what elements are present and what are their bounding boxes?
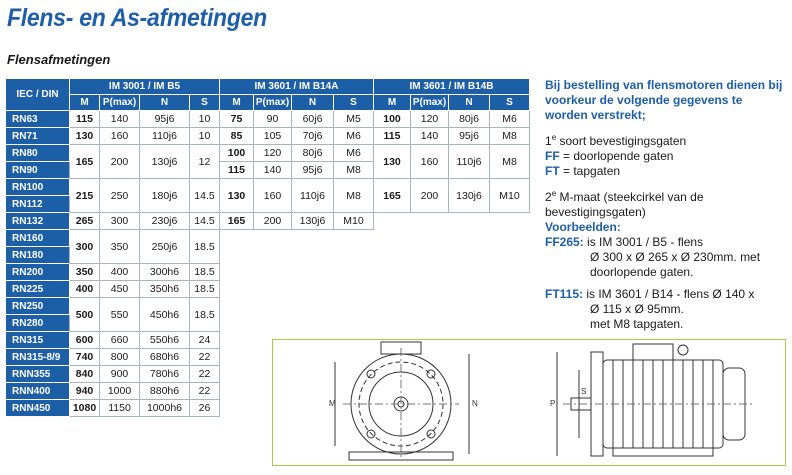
iec-cell: RN315-8/9 xyxy=(6,349,70,366)
b14b-s-cell: M8 xyxy=(490,128,530,145)
b14a-n-cell: 95j6 xyxy=(292,162,334,179)
info-item-2-num: 2 xyxy=(545,190,552,204)
b14a-p-cell: 105 xyxy=(254,128,292,145)
iec-cell: RN225 xyxy=(6,281,70,298)
iec-din-header: IEC / DIN xyxy=(6,79,70,111)
b5-s-cell: 10 xyxy=(190,111,220,128)
b5-s-cell: 24 xyxy=(190,332,220,349)
table-row xyxy=(6,230,530,247)
col-header-b14a-p: P(max) xyxy=(254,95,292,111)
iec-cell: RN63 xyxy=(6,111,70,128)
b14b-n-cell: 95j6 xyxy=(449,128,490,145)
b5-s-cell: 12 xyxy=(190,145,220,179)
table-row xyxy=(6,128,530,145)
col-header-b14a-m: M xyxy=(220,95,254,111)
iec-cell: RN280 xyxy=(6,315,70,332)
info-example-2 xyxy=(545,287,785,302)
iec-cell: RNN400 xyxy=(6,383,70,400)
info-example-1-line2: Ø 300 x Ø 265 x Ø 230mm. met xyxy=(590,250,761,264)
b5-m-cell: 740 xyxy=(70,349,100,366)
b5-s-cell: 18.5 xyxy=(190,298,220,332)
page-title: Flens- en As-afmetingen xyxy=(7,4,267,32)
b14a-m-cell: 115 xyxy=(220,162,254,179)
b14b-n-cell: 80j6 xyxy=(449,111,490,128)
b5-m-cell: 265 xyxy=(70,213,100,230)
b5-p-cell: 1150 xyxy=(100,400,140,417)
b14a-m-cell: 100 xyxy=(220,145,254,162)
b14a-s-cell: M6 xyxy=(334,145,374,162)
b5-m-cell: 940 xyxy=(70,383,100,400)
bolt-hole xyxy=(427,370,435,378)
b14a-n-cell: 130j6 xyxy=(292,213,334,230)
empty-cell xyxy=(374,213,530,230)
b14a-p-cell: 160 xyxy=(254,179,292,213)
label-m: M xyxy=(329,399,336,408)
empty-cell xyxy=(220,264,530,281)
b14b-m-cell: 115 xyxy=(374,128,411,145)
iec-cell: RN160 xyxy=(6,230,70,247)
b14a-p-cell: 90 xyxy=(254,111,292,128)
label-n: N xyxy=(472,399,478,408)
iec-cell: RN200 xyxy=(6,264,70,281)
b14a-p-cell: 200 xyxy=(254,213,292,230)
info-item-1 xyxy=(545,130,785,149)
b5-s-cell: 10 xyxy=(190,128,220,145)
b5-n-cell: 180j6 xyxy=(140,179,190,213)
info-example-1-label: FF265: xyxy=(545,235,584,249)
b5-n-cell: 95j6 xyxy=(140,111,190,128)
info-examples-label: Voorbeelden: xyxy=(545,220,621,234)
col-header-b14b-p: P(max) xyxy=(411,95,449,111)
b14b-s-cell: M10 xyxy=(490,179,530,213)
iec-cell: RN250 xyxy=(6,298,70,315)
info-item-1-num: 1 xyxy=(545,134,552,148)
b5-p-cell: 200 xyxy=(100,145,140,179)
side-feet xyxy=(613,448,713,456)
b14a-n-cell: 110j6 xyxy=(292,179,334,213)
empty-cell xyxy=(220,315,530,332)
b5-m-cell: 1080 xyxy=(70,400,100,417)
b5-n-cell: 550h6 xyxy=(140,332,190,349)
empty-cell xyxy=(220,230,530,247)
col-header-b5-n: N xyxy=(140,95,190,111)
b5-p-cell: 450 xyxy=(100,281,140,298)
b5-s-cell: 22 xyxy=(190,349,220,366)
b5-m-cell: 840 xyxy=(70,366,100,383)
lifting-eye xyxy=(678,345,688,355)
b5-m-cell: 215 xyxy=(70,179,100,213)
info-example-2-line3: met M8 tapgaten. xyxy=(590,317,684,331)
table-row xyxy=(6,264,530,281)
b14a-s-cell: M8 xyxy=(334,179,374,213)
info-example-1-line1: is IM 3001 / B5 - flens xyxy=(583,235,704,249)
b14b-n-cell: 110j6 xyxy=(449,145,490,179)
col-header-b14b-m: M xyxy=(374,95,411,111)
iec-cell: RNN355 xyxy=(6,366,70,383)
b5-m-cell: 130 xyxy=(70,128,100,145)
b14b-m-cell: 165 xyxy=(374,179,411,213)
motor-flange-drawing xyxy=(272,339,786,466)
info-example-2-line2: Ø 115 x Ø 95mm. xyxy=(590,302,684,316)
info-ff xyxy=(545,149,785,164)
b14b-p-cell: 200 xyxy=(411,179,449,213)
info-ft-text: = tapgaten xyxy=(559,164,621,178)
iec-cell: RN100 xyxy=(6,179,70,196)
b14a-p-cell: 140 xyxy=(254,162,292,179)
b5-p-cell: 550 xyxy=(100,298,140,332)
table-row xyxy=(6,179,530,196)
b5-m-cell: 115 xyxy=(70,111,100,128)
b5-m-cell: 300 xyxy=(70,230,100,264)
b5-p-cell: 140 xyxy=(100,111,140,128)
table-row xyxy=(6,111,530,128)
b5-p-cell: 800 xyxy=(100,349,140,366)
b14a-m-cell: 85 xyxy=(220,128,254,145)
info-item-2-text: M-maat (steekcirkel van de bevestigingsgaten) xyxy=(545,190,704,219)
b14a-n-cell: 80j6 xyxy=(292,145,334,162)
b14a-p-cell: 120 xyxy=(254,145,292,162)
b5-p-cell: 300 xyxy=(100,213,140,230)
b5-p-cell: 160 xyxy=(100,128,140,145)
b5-p-cell: 1000 xyxy=(100,383,140,400)
b5-n-cell: 680h6 xyxy=(140,349,190,366)
section-subtitle: Flensafmetingen xyxy=(7,52,111,67)
b14b-m-cell: 100 xyxy=(374,111,411,128)
table-row xyxy=(6,298,530,315)
group-header-b14b: IM 3601 / IM B14B xyxy=(374,79,530,95)
b14b-m-cell: 130 xyxy=(374,145,411,179)
b5-p-cell: 400 xyxy=(100,264,140,281)
b5-n-cell: 230j6 xyxy=(140,213,190,230)
info-ff-label: FF xyxy=(545,149,560,163)
b14a-m-cell: 165 xyxy=(220,213,254,230)
b5-s-cell: 18.5 xyxy=(190,230,220,264)
b5-m-cell: 165 xyxy=(70,145,100,179)
b5-n-cell: 780h6 xyxy=(140,366,190,383)
col-header-b14b-s: S xyxy=(490,95,530,111)
info-item-1-text: soort bevestigingsgaten xyxy=(556,134,687,148)
b5-s-cell: 14.5 xyxy=(190,213,220,230)
b5-n-cell: 880h6 xyxy=(140,383,190,400)
col-header-b14a-n: N xyxy=(292,95,334,111)
b14b-s-cell: M6 xyxy=(490,111,530,128)
table-row xyxy=(6,145,530,162)
col-header-b5-s: S xyxy=(190,95,220,111)
b5-n-cell: 1000h6 xyxy=(140,400,190,417)
b14b-p-cell: 160 xyxy=(411,145,449,179)
b14a-s-cell: M10 xyxy=(334,213,374,230)
label-s: S xyxy=(581,387,587,396)
col-header-b5-m: M xyxy=(70,95,100,111)
b5-s-cell: 22 xyxy=(190,366,220,383)
b5-s-cell: 22 xyxy=(190,383,220,400)
iec-cell: RN71 xyxy=(6,128,70,145)
b5-s-cell: 18.5 xyxy=(190,264,220,281)
b14a-s-cell: M8 xyxy=(334,162,374,179)
group-header-b14a: IM 3601 / IM B14A xyxy=(220,79,374,95)
b5-n-cell: 300h6 xyxy=(140,264,190,281)
b5-p-cell: 660 xyxy=(100,332,140,349)
b14b-s-cell: M8 xyxy=(490,145,530,179)
empty-cell xyxy=(220,281,530,298)
b14b-p-cell: 120 xyxy=(411,111,449,128)
motor-technical-drawing xyxy=(273,340,785,465)
b14a-n-cell: 70j6 xyxy=(292,128,334,145)
b5-s-cell: 26 xyxy=(190,400,220,417)
b5-s-cell: 18.5 xyxy=(190,281,220,298)
info-intro: Bij bestelling van flensmotoren dienen bij voorkeur de volgende gegevens te worden verstrekt; xyxy=(545,78,783,122)
side-terminal-box xyxy=(633,344,673,360)
b5-m-cell: 500 xyxy=(70,298,100,332)
info-example-2-line1: is IM 3601 / B14 - flens Ø 140 x xyxy=(583,287,755,301)
b14a-m-cell: 130 xyxy=(220,179,254,213)
iec-cell: RN132 xyxy=(6,213,70,230)
b14a-s-cell: M6 xyxy=(334,128,374,145)
b14a-n-cell: 60j6 xyxy=(292,111,334,128)
info-example-1 xyxy=(545,235,785,250)
b5-m-cell: 600 xyxy=(70,332,100,349)
table-row xyxy=(6,213,530,230)
col-header-b14a-s: S xyxy=(334,95,374,111)
b14b-n-cell: 130j6 xyxy=(449,179,490,213)
col-header-b5-p: P(max) xyxy=(100,95,140,111)
b5-n-cell: 350h6 xyxy=(140,281,190,298)
b5-n-cell: 130j6 xyxy=(140,145,190,179)
info-ff-text: = doorlopende gaten xyxy=(559,149,674,163)
b14a-s-cell: M5 xyxy=(334,111,374,128)
info-example-1-line3: doorlopende gaten. xyxy=(590,265,694,279)
info-item-2-sup: e xyxy=(551,189,557,198)
ordering-info xyxy=(545,78,785,332)
b5-m-cell: 400 xyxy=(70,281,100,298)
label-p: P xyxy=(550,399,556,408)
b5-m-cell: 350 xyxy=(70,264,100,281)
info-item-1-sup: e xyxy=(551,133,557,142)
b14a-m-cell: 75 xyxy=(220,111,254,128)
iec-cell: RN112 xyxy=(6,196,70,213)
b5-n-cell: 110j6 xyxy=(140,128,190,145)
iec-cell: RN90 xyxy=(6,162,70,179)
b5-p-cell: 900 xyxy=(100,366,140,383)
col-header-b14b-n: N xyxy=(449,95,490,111)
iec-cell: RN80 xyxy=(6,145,70,162)
b5-n-cell: 450h6 xyxy=(140,298,190,332)
b5-p-cell: 350 xyxy=(100,230,140,264)
b5-p-cell: 250 xyxy=(100,179,140,213)
b14b-p-cell: 140 xyxy=(411,128,449,145)
b5-s-cell: 14.5 xyxy=(190,179,220,213)
iec-cell: RN315 xyxy=(6,332,70,349)
info-ft-label: FT xyxy=(545,164,560,178)
empty-cell xyxy=(220,247,530,264)
info-example-2-label: FT115: xyxy=(545,287,584,301)
info-ft xyxy=(545,164,785,179)
b5-n-cell: 250j6 xyxy=(140,230,190,264)
empty-cell xyxy=(220,298,530,315)
iec-cell: RNN450 xyxy=(6,400,70,417)
table-row xyxy=(6,281,530,298)
iec-cell: RN180 xyxy=(6,247,70,264)
info-item-2 xyxy=(545,186,785,220)
group-header-b5: IM 3001 / IM B5 xyxy=(70,79,220,95)
